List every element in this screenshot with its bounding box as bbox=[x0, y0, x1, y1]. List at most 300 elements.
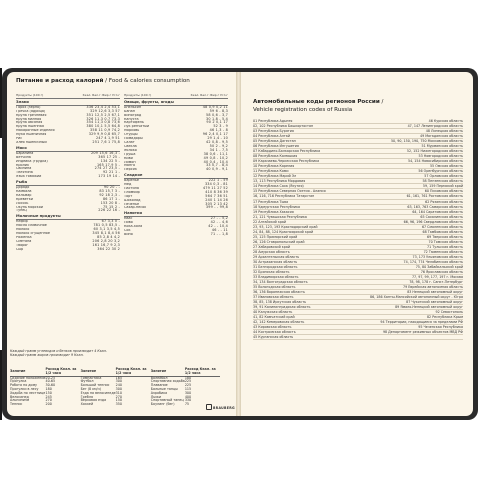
food-name: Макаронные изделия bbox=[16, 129, 55, 133]
cover-band-top bbox=[0, 68, 2, 138]
region-right: 57 Орловская область bbox=[424, 174, 463, 179]
food-name: Виноград bbox=[124, 113, 142, 117]
food-row bbox=[124, 233, 228, 237]
food-values: 52 3 - 9 bbox=[213, 124, 228, 129]
region-left: 19 Республика Хакасия bbox=[253, 209, 294, 214]
activity-kcal: 180 bbox=[45, 386, 52, 391]
food-values: 161 16,7 9 2,3 bbox=[92, 242, 120, 247]
activity-kcal: 225 bbox=[184, 383, 192, 388]
region-right: 58 Пензенская область bbox=[422, 179, 463, 184]
food-values: 92 18 2,3 - bbox=[99, 192, 120, 197]
food-values: 85 2,8 4 4,2 bbox=[97, 234, 120, 239]
food-values: 247 4 1,9 51 bbox=[96, 136, 120, 141]
activity-name: Большой теннис bbox=[80, 383, 110, 388]
section-heading: Овощи, фрукты, ягоды bbox=[124, 101, 228, 106]
food-name: Масло сливочное bbox=[16, 224, 47, 228]
region-right: 75, 80 Забайкальский край bbox=[415, 264, 463, 269]
food-name: Сыр bbox=[16, 247, 24, 251]
food-values: 365 17 25 - bbox=[98, 154, 120, 159]
region-right: 95 Чеченская Республика bbox=[418, 325, 463, 330]
region-left: 14 Республика Саха (Якутия) bbox=[253, 184, 304, 189]
region-left: 21, 121 Чувашская Республика bbox=[253, 214, 307, 219]
food-name: Ряженка bbox=[16, 235, 32, 239]
region-left: 23, 93, 123, 193 Краснодарский край bbox=[253, 224, 318, 229]
region-left: 39, 91 Калининградская область bbox=[253, 305, 311, 310]
activity-header: Расход Ккал. за 1/2 часа bbox=[46, 368, 81, 376]
region-right: 65 Сахалинская область bbox=[420, 214, 463, 219]
region-right: 59, 159 Пермский край bbox=[422, 184, 463, 189]
food-values: 60 3,1 3,5 4,5 bbox=[93, 227, 120, 232]
food-values: 173 19 14 - bbox=[98, 174, 120, 179]
region-right: 60 Псковская область bbox=[424, 189, 463, 194]
activity-header: Расход Ккал. за 1/2 часа bbox=[116, 368, 151, 376]
region-codes-list bbox=[253, 119, 463, 340]
activity-kcal: 115 bbox=[184, 386, 192, 391]
region-left: 30 Астраханская область bbox=[253, 259, 298, 264]
section-heading: Напитки bbox=[124, 212, 228, 217]
calorie-notes bbox=[10, 350, 215, 358]
food-name: Кефир bbox=[16, 220, 28, 224]
region-right: 89 Ямало-Ненецкий автономный округ bbox=[395, 305, 463, 310]
food-name: Ветчина bbox=[16, 155, 31, 159]
region-left: 29 Архангельская область bbox=[253, 254, 300, 259]
food-values: 50 2 - 9,2 bbox=[209, 143, 228, 148]
region-left: 35 Вологодская область bbox=[253, 285, 296, 290]
food-name: Свекла bbox=[124, 144, 137, 148]
food-name: Яблоко bbox=[124, 148, 137, 152]
region-right: 51 Мурманская область bbox=[421, 144, 463, 149]
food-name: Крупа пшенная bbox=[16, 125, 44, 129]
food-name: Сметана bbox=[16, 239, 32, 243]
food-name: Груша bbox=[124, 152, 136, 156]
region-right: 76 Ярославская область bbox=[420, 269, 463, 274]
activity-row bbox=[10, 403, 220, 407]
region-left: 03 Республика Бурятия bbox=[253, 129, 294, 134]
region-right: 72 Тюменская область bbox=[423, 249, 463, 254]
food-values: 336 23,4 2,4 53,1 bbox=[86, 104, 120, 109]
region-left: 10 Республика Карелия bbox=[253, 164, 295, 169]
food-name: Язык говяжий bbox=[16, 175, 42, 179]
brand-logo: BRAUBERG bbox=[206, 404, 235, 410]
right-page-subtitle: Vehicle registration codes of Russia bbox=[253, 107, 353, 113]
food-name: Банан bbox=[124, 109, 135, 113]
food-values: 38 0,6 - 11,1 bbox=[203, 151, 228, 156]
activity-header: Занятие bbox=[151, 368, 185, 376]
region-right: 49 Магаданская область bbox=[419, 134, 463, 139]
food-values: 781 0,5 83,5 - bbox=[93, 223, 120, 228]
food-values: 92 21 1 - bbox=[102, 170, 120, 175]
right-page-title: Автомобильные коды регионов России / bbox=[253, 99, 384, 105]
food-name: Сахар-песок bbox=[124, 206, 147, 210]
activity-kcal: 300 bbox=[115, 386, 122, 391]
region-row bbox=[253, 335, 463, 340]
activity-name: Езда на велосипеде bbox=[80, 390, 116, 395]
food-name: Крупа гречневая bbox=[16, 113, 47, 117]
calorie-note-2: Каждый грамм жиров производит 9 Ккал. bbox=[10, 352, 84, 357]
region-right: 67 Смоленская область bbox=[421, 224, 463, 229]
activity-header: Занятие bbox=[10, 368, 46, 376]
food-name: Горох (зерно) bbox=[16, 105, 41, 109]
food-name: Варенье bbox=[124, 179, 139, 183]
activity-kcal: 225 bbox=[184, 379, 192, 384]
region-left: 37 Ивановская область bbox=[253, 295, 294, 300]
food-values: 90 20 - - bbox=[103, 185, 120, 190]
food-values: 49 0,8 - 10,2 bbox=[203, 155, 228, 160]
region-right: 94 Территории, находящиеся за пределами РФ bbox=[380, 320, 463, 325]
activity-kcal: 30-60 bbox=[45, 383, 56, 388]
food-values: 42 0,8 - 9,5 bbox=[206, 139, 228, 144]
food-name: Картофель bbox=[124, 121, 144, 125]
food-name: Свинина bbox=[16, 167, 32, 171]
food-row bbox=[16, 175, 120, 179]
food-name: Рис bbox=[16, 137, 23, 141]
region-left: 04 Республика Алтай bbox=[253, 134, 290, 139]
food-name: Шоколад bbox=[124, 198, 141, 202]
food-row bbox=[124, 168, 228, 172]
activity-kcal: 270 bbox=[115, 394, 122, 399]
region-right: 82 Республика Крым bbox=[426, 315, 463, 320]
calorie-column-2 bbox=[124, 94, 228, 237]
food-values: 165 17,9 5 - bbox=[96, 162, 120, 167]
food-values: 329 12,6 3,3 57 bbox=[90, 108, 120, 113]
food-name: Лосось bbox=[16, 201, 29, 205]
food-name: Творог bbox=[16, 243, 29, 247]
region-left: 07 Кабардино-Балкарская Республика bbox=[253, 149, 321, 154]
region-left: 09 Карачаево-Черкесская Республика bbox=[253, 159, 320, 164]
food-name: Салат bbox=[124, 140, 135, 144]
column-header bbox=[16, 94, 120, 99]
food-values: 345 8,1 8,4 56 bbox=[92, 231, 120, 235]
food-name: Сок bbox=[124, 229, 131, 232]
region-right: 74, 174, 774 Челябинская область bbox=[403, 259, 463, 264]
region-right: 50, 90, 150, 190, 750 Московская область bbox=[390, 139, 463, 144]
region-left: 15 Республика Северная Осетия - Алания bbox=[253, 189, 326, 194]
region-right: 78, 98, 178 г. Санкт-Петербург bbox=[409, 280, 463, 284]
region-right: 53 Новгородская область bbox=[418, 154, 463, 159]
activity-kcal: 150 bbox=[45, 390, 52, 395]
food-name: Пиво bbox=[124, 221, 133, 225]
activity-name: Теннис bbox=[10, 402, 23, 407]
food-values: 71 - - 1,8 bbox=[210, 231, 228, 236]
region-right: 73, 173 Ульяновская область bbox=[412, 254, 463, 259]
food-values: 33 0,7 - 8,4 bbox=[206, 163, 228, 168]
region-left: 18 Удмуртская Республика bbox=[253, 204, 301, 209]
region-left: 02, 102 Республика Башкортостан bbox=[253, 124, 314, 129]
food-values: 42 - - 10,4 bbox=[208, 224, 228, 229]
food-name: Креветки bbox=[16, 197, 33, 201]
food-name: Помидоры bbox=[124, 137, 143, 141]
region-right: 64, 164 Саратовская область bbox=[412, 209, 463, 214]
food-values: 358 11 0,9 74,2 bbox=[90, 128, 120, 133]
activity-name: Гребля bbox=[80, 394, 93, 399]
activity-header: Расход Ккал. за 1/2 часа bbox=[185, 368, 220, 376]
activity-name: Волейбол bbox=[150, 375, 168, 380]
food-name: Капуста bbox=[124, 117, 139, 121]
region-right: 46 Курская область bbox=[428, 119, 463, 123]
food-name: Гречка (ядрица) bbox=[16, 109, 46, 113]
food-name: Крупа овсяная bbox=[16, 121, 43, 125]
food-values: 479 11 27 52 bbox=[202, 185, 228, 190]
activity-name: Велосипед bbox=[10, 394, 29, 399]
region-left: 44 Костромская область bbox=[253, 330, 296, 335]
calorie-column-1 bbox=[16, 94, 120, 252]
food-values: 351 12,5 2,5 67,1 bbox=[86, 112, 120, 117]
food-name: Торт bbox=[124, 194, 133, 198]
food-name: Тунец bbox=[16, 209, 27, 213]
activity-name: Прогулка bbox=[10, 379, 27, 384]
food-values: 46 - - 11 bbox=[211, 228, 228, 232]
activity-name: Бальные танцы bbox=[150, 386, 178, 391]
food-name: Морковь bbox=[124, 129, 140, 133]
food-values: 305 2 13 42 bbox=[205, 201, 228, 206]
column-header-units: Ккал. Бел.г Жир.г Угл.г bbox=[82, 93, 120, 97]
region-right: 83 Ненецкий автономный округ bbox=[407, 290, 463, 295]
region-left: 24, 84, 88, 124 Красноярский край bbox=[253, 229, 314, 234]
food-name: Персик bbox=[124, 168, 137, 172]
region-right: 92 Севастополь bbox=[435, 310, 463, 315]
activity-table bbox=[10, 368, 220, 407]
region-left: 27 Хабаровский край bbox=[253, 244, 291, 249]
region-left: 17 Республика Тыва bbox=[253, 199, 289, 204]
food-name: Лук репчатый bbox=[124, 125, 150, 129]
food-values: 30 1,8 - 5,4 bbox=[206, 116, 228, 121]
activity-kcal: 150 bbox=[115, 398, 122, 403]
food-name: Индейка (грудка) bbox=[16, 159, 48, 163]
region-left: 13, 113 Республика Мордовия bbox=[253, 179, 306, 184]
food-name: Телятина bbox=[16, 171, 33, 175]
food-name: Молоко bbox=[16, 228, 30, 232]
food-values: 564 7 36 51 bbox=[205, 193, 228, 198]
region-right: 71 Тульская область bbox=[427, 244, 463, 249]
region-right: 79 Еврейская автономная область bbox=[402, 285, 463, 290]
region-left: 33 Владимирская область bbox=[253, 274, 299, 279]
food-name: Квас bbox=[124, 217, 133, 221]
region-left: 43 Кировская область bbox=[253, 325, 292, 330]
food-name: Мука пшеничная bbox=[16, 133, 47, 137]
region-left: 26, 126 Ставропольский край bbox=[253, 239, 305, 244]
section-heading: Мясо bbox=[16, 147, 120, 152]
region-right: 54, 154 Новосибирская область bbox=[407, 159, 463, 164]
food-values: 67 3,3 0 - bbox=[101, 219, 120, 224]
column-header-label: Продукты (100 г) bbox=[124, 93, 152, 97]
activity-kcal: 270 bbox=[45, 398, 52, 403]
region-left: 40 Калужская область bbox=[253, 310, 293, 315]
activity-kcal: 75 bbox=[184, 402, 190, 407]
food-name: Мед bbox=[124, 183, 132, 187]
food-row bbox=[16, 248, 120, 252]
food-values: 48 0,9 0,2 11 bbox=[202, 104, 228, 109]
activity-kcal: 245 bbox=[45, 394, 52, 399]
food-values: 42 - - 4,6 bbox=[210, 220, 228, 225]
food-values: 153 20 8 - bbox=[100, 200, 120, 205]
activity-name: Гимнастика bbox=[80, 375, 102, 380]
brand-mark-icon bbox=[206, 404, 212, 410]
activity-name: Верховая езда bbox=[80, 398, 107, 403]
region-left: 25, 125 Приморский край bbox=[253, 234, 298, 239]
food-name: Кока-кола bbox=[124, 225, 143, 229]
region-right: 52, 152 Нижегородская область bbox=[406, 149, 463, 154]
activity-name: Хоккей bbox=[80, 402, 94, 407]
food-row bbox=[16, 141, 120, 145]
region-right: 47, 147 Ленинградская область bbox=[407, 124, 463, 129]
activity-name: Аэробика bbox=[150, 390, 168, 395]
food-name: Хлеб пшеничный bbox=[16, 140, 47, 144]
region-left: 38, 85, 138 Иркутская область bbox=[253, 300, 307, 305]
activity-kcal: 310 bbox=[115, 390, 122, 395]
food-name: Киви bbox=[124, 156, 133, 160]
food-values: 46 1,3 - 8 bbox=[209, 128, 228, 133]
food-values: 40 0,9 - 9,1 bbox=[206, 167, 228, 172]
food-values: 34 1 - 7,5 bbox=[209, 147, 228, 152]
cover-band-bottom bbox=[0, 350, 2, 420]
food-values: 90 2 0,1 17 bbox=[206, 120, 228, 125]
region-right: 70 Томская область bbox=[428, 239, 463, 244]
region-left: 45 Курганская область bbox=[253, 335, 294, 340]
region-right: 69 Тверская область bbox=[426, 234, 463, 239]
food-values: 364 22 30 2 bbox=[97, 246, 120, 251]
food-values: 240 1 14 26 bbox=[205, 197, 228, 202]
region-right: 68 Тамбовская область bbox=[422, 229, 463, 234]
food-name: Баранина bbox=[16, 151, 34, 155]
food-values: 40 0,4 - 10,4 bbox=[203, 159, 228, 164]
region-right: 63, 163, 763 Самарская область bbox=[407, 204, 463, 209]
food-name: Дорадо bbox=[16, 186, 30, 190]
activity-name: Ходьба по лестнице bbox=[10, 390, 46, 395]
activity-name: Прогулки в лесу bbox=[10, 386, 39, 391]
activity-kcal: 330 bbox=[184, 398, 192, 403]
activity-kcal: 180 bbox=[184, 375, 192, 380]
food-values: 29 1,4 - 10 bbox=[207, 136, 228, 141]
region-right: 86, 186 Ханты-Мансийский автономный округ - Югра bbox=[369, 295, 463, 300]
food-name: Вино bbox=[124, 232, 133, 236]
activity-name: Бег (8 км/ч) bbox=[80, 386, 101, 391]
region-left: 05 Республика Дагестан bbox=[253, 139, 296, 144]
food-values: 209 15,6 16,3 - bbox=[90, 150, 120, 155]
food-values: 58 0,6 - 3,7 bbox=[206, 112, 228, 117]
region-right: 55 Омская область bbox=[429, 164, 463, 169]
region-right: 61, 161, 761 Ростовская область bbox=[406, 194, 463, 199]
left-page-title: Питание и расход калорий / Food & calories consumption bbox=[16, 78, 190, 84]
activity-name: Альпинизм bbox=[10, 398, 30, 403]
activity-name: Спортивная ходьба bbox=[150, 379, 185, 384]
activity-name: Футбол bbox=[80, 379, 94, 384]
food-name: Лимон bbox=[124, 160, 136, 164]
region-left: 12 Республика Марий Эл bbox=[253, 174, 297, 179]
food-values: 329 9,9 0,8 65,7 bbox=[88, 132, 120, 137]
activity-kcal: 300 bbox=[115, 379, 122, 384]
food-name: Кальмар bbox=[16, 193, 32, 197]
food-values: 274 27 23,5 - bbox=[94, 166, 120, 171]
food-values: 75 15 2 - bbox=[102, 204, 120, 209]
food-values: 222 1 - 59 bbox=[208, 178, 228, 183]
region-left: 32 Брянская область bbox=[253, 269, 290, 274]
food-name: Пломбир bbox=[124, 190, 140, 194]
region-left: 28 Амурская область bbox=[253, 249, 290, 254]
food-values: 354 11,3 0,8 73,6 bbox=[86, 120, 120, 125]
food-name: Апельсин bbox=[124, 105, 142, 109]
region-left: 16, 116, 716 Республика Татарстан bbox=[253, 194, 315, 199]
section-heading: Молочные продукты bbox=[16, 215, 120, 220]
column-header bbox=[124, 94, 228, 99]
activity-name: Боулинг (бег) bbox=[150, 402, 175, 407]
food-values: 86 17 1 - bbox=[102, 196, 120, 201]
activity-name: Работа по дому bbox=[10, 383, 38, 388]
region-right: 48 Липецкая область bbox=[425, 129, 463, 134]
column-header-label: Продукты (100 г) bbox=[16, 93, 44, 97]
food-name: Молоко сгущенное bbox=[16, 232, 50, 235]
section-heading: Злаки bbox=[16, 101, 120, 106]
calorie-note-1: Каждый грамм углеводов и белков производит 4 Ккал. bbox=[10, 349, 107, 353]
region-right: 62 Рязанская область bbox=[425, 199, 463, 204]
food-values: 27 - - 5,2 bbox=[210, 216, 228, 221]
food-name: Огурцы bbox=[124, 133, 138, 137]
food-name: Печенье bbox=[124, 202, 140, 206]
food-name: Камбала bbox=[16, 189, 32, 193]
activity-kcal: 165 bbox=[115, 375, 122, 380]
section-heading: Рыба bbox=[16, 181, 120, 186]
food-values: 380 10,1 5,5 64,8 bbox=[86, 124, 120, 129]
region-right: 56 Оренбургская область bbox=[418, 169, 463, 174]
region-right: 98 Департамент режимных объектов МВД РФ bbox=[382, 330, 463, 335]
food-name: Окунь морской bbox=[16, 205, 43, 209]
region-left: 01 Республика Адыгея bbox=[253, 119, 293, 123]
food-values: 399 - - 99,8 bbox=[205, 205, 228, 210]
activity-header: Занятие bbox=[81, 368, 116, 376]
activity-kcal: 350 bbox=[115, 402, 122, 407]
region-left: 31 Белгородская область bbox=[253, 264, 298, 269]
column-header-units: Ккал. Бел.г Жир.г Угл.г bbox=[190, 93, 228, 97]
region-left: 34, 134 Волгоградская область bbox=[253, 280, 308, 284]
food-row bbox=[16, 209, 120, 213]
food-values: 334 0,3 - 81 bbox=[204, 182, 228, 187]
food-values: 96 2,4 0,1 17 bbox=[202, 132, 228, 137]
region-left: 41, 82 Камчатский край bbox=[253, 315, 295, 320]
region-left: 11 Республика Коми bbox=[253, 169, 289, 174]
food-name: Пастила bbox=[124, 186, 139, 190]
food-values: 134 22 5 - bbox=[100, 158, 120, 163]
activity-kcal: 40-65 bbox=[45, 379, 56, 384]
region-right: 87 Чукотский автономный округ bbox=[406, 300, 463, 305]
activity-kcal: 300 bbox=[184, 390, 192, 395]
food-values: 251 7,6 1 75,8 bbox=[92, 139, 120, 144]
food-name: Манго bbox=[124, 164, 136, 168]
food-values: 326 11,3 0,7 73,3 bbox=[86, 116, 120, 121]
food-values: 206 2,8 20 3,2 bbox=[92, 238, 120, 243]
activity-kcal: 240 bbox=[115, 383, 122, 388]
food-name: Кролик bbox=[16, 163, 30, 167]
food-values: 59 6 - 8,3 bbox=[209, 108, 228, 113]
activity-name: Сидячие положение bbox=[10, 375, 46, 380]
food-name: Крупа манная bbox=[16, 117, 42, 121]
activity-kcal: 400 bbox=[184, 394, 192, 399]
activity-name: Лыжи bbox=[150, 394, 161, 399]
region-left: 08 Республика Калмыкия bbox=[253, 154, 298, 159]
region-left: 42, 142 Кемеровская область bbox=[253, 320, 305, 325]
activity-name: Спортивный танец bbox=[150, 398, 184, 403]
activity-name: Плавание bbox=[150, 383, 168, 388]
region-left: 06 Республика Ингушетия bbox=[253, 144, 299, 149]
region-left: 22 Алтайский край bbox=[253, 219, 287, 224]
section-heading: Сладкое bbox=[124, 174, 228, 179]
region-right: 66, 96, 196 Свердловская область bbox=[403, 219, 463, 224]
food-values: 410 8 36 39 bbox=[205, 189, 228, 194]
region-right: 77, 97, 99, 177, 197 г. Москва bbox=[411, 274, 463, 279]
activity-kcal: 200 bbox=[45, 402, 52, 407]
region-left: 36, 136 Воронежская область bbox=[253, 290, 305, 295]
page-gutter bbox=[236, 72, 241, 416]
activity-kcal: 20-25 bbox=[45, 375, 56, 380]
food-values: 83 15,7 3 - bbox=[99, 188, 120, 193]
